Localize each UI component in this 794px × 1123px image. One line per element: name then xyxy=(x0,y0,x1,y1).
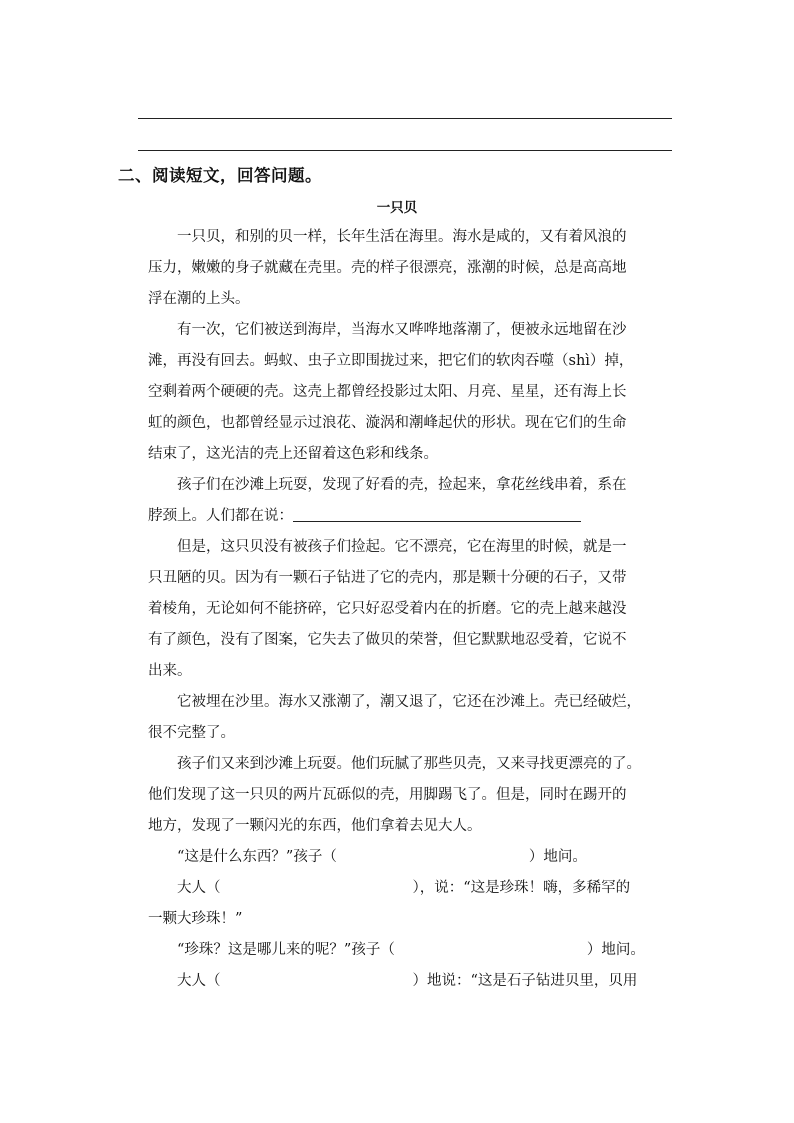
paragraph-2-line-3: 空剩着两个硬硬的壳。这壳上都曾经投影过太阳、月亮、星星，还有海上长 xyxy=(148,384,627,400)
paragraph-2-line-2: 滩，再没有回去。蚂蚁、虫子立即围拢过来，把它们的软肉吞噬（shì）掉， xyxy=(148,353,634,369)
dialogue-3 xyxy=(148,935,676,966)
dialogue-3-end: ）地问。 xyxy=(586,942,645,958)
dialogue-2-start: 大人（ xyxy=(177,880,221,896)
dialogue-4-end: ）地说：“这是石子钻进贝里，贝用 xyxy=(412,973,638,989)
dialogue-4 xyxy=(148,966,676,997)
story-body xyxy=(148,222,676,997)
story-title: 一只贝 xyxy=(376,200,418,216)
dialogue-3-start: “珍珠？这是哪儿来的呢？”孩子（ xyxy=(177,942,395,958)
section-heading: 二、阅读短文，回答问题。 xyxy=(118,166,322,185)
dialogue-2-continued: 一颗大珍珠！” xyxy=(148,911,243,927)
paragraph-1-line-2: 压力，嫩嫩的身子就藏在壳里。壳的样子很漂亮，涨潮的时候，总是高高地 xyxy=(148,260,627,276)
paragraph-4-line-2: 只丑陋的贝。因为有一颗石子钻进了它的壳内，那是颗十分硬的石子，又带 xyxy=(148,570,627,586)
paragraph-3-line-2-text: 脖颈上。人们都在说： xyxy=(148,508,293,524)
paragraph-3-line-1: 孩子们在沙滩上玩耍，发现了好看的壳，捡起来，拿花丝线串着，系在 xyxy=(177,477,627,493)
paragraph-4-line-1: 但是，这只贝没有被孩子们捡起。它不漂亮，它在海里的时候，就是一 xyxy=(177,539,627,555)
paragraph-4-line-4: 有了颜色，没有了图案，它失去了做贝的荣誉，但它默默地忍受着，它说不 xyxy=(148,632,627,648)
paragraph-5-line-2: 很不完整了。 xyxy=(148,725,235,741)
paragraph-5-line-1: 它被埋在沙里。海水又涨潮了，潮又退了，它还在沙滩上。壳已经破烂， xyxy=(177,694,641,710)
paragraph-2-line-4: 虹的颜色，也都曾经显示过浪花、漩涡和潮峰起伏的形状。现在它们的生命 xyxy=(148,415,627,431)
dialogue-1 xyxy=(148,842,676,873)
paragraph-6-line-2: 他们发现了这一只贝的两片瓦砾似的壳，用脚踢飞了。但是，同时在踢开的 xyxy=(148,787,627,803)
dialogue-2 xyxy=(148,873,676,904)
dialogue-4-start: 大人（ xyxy=(177,973,221,989)
paragraph-4-line-5: 出来。 xyxy=(148,663,192,679)
dialogue-1-end: ）地问。 xyxy=(528,849,587,865)
paragraph-1-line-3: 浮在潮的上头。 xyxy=(148,291,250,307)
dialogue-1-start: “这是什么东西？”孩子（ xyxy=(177,849,337,865)
paragraph-2-line-5: 结束了，这光洁的壳上还留着这色彩和线条。 xyxy=(148,446,438,462)
answer-line-2[interactable] xyxy=(138,150,672,151)
paragraph-2-line-1: 有一次，它们被送到海岸，当海水又哗哗地落潮了，便被永远地留在沙 xyxy=(177,322,627,338)
answer-blank-people-say[interactable] xyxy=(293,506,581,522)
dialogue-2-end: ），说：“这是珍珠！嗨，多稀罕的 xyxy=(412,880,631,896)
paragraph-4-line-3: 着棱角，无论如何不能挤碎，它只好忍受着内在的折磨。它的壳上越来越没 xyxy=(148,601,627,617)
paragraph-1-line-1: 一只贝，和别的贝一样，长年生活在海里。海水是咸的，又有着风浪的 xyxy=(177,229,627,245)
paragraph-3-line-2 xyxy=(148,501,676,532)
paragraph-6-line-3: 地方，发现了一颗闪光的东西，他们拿着去见大人。 xyxy=(148,818,482,834)
paragraph-6-line-1: 孩子们又来到沙滩上玩耍。他们玩腻了那些贝壳，又来寻找更漂亮的了。 xyxy=(177,756,641,772)
answer-line-1[interactable] xyxy=(138,118,672,119)
